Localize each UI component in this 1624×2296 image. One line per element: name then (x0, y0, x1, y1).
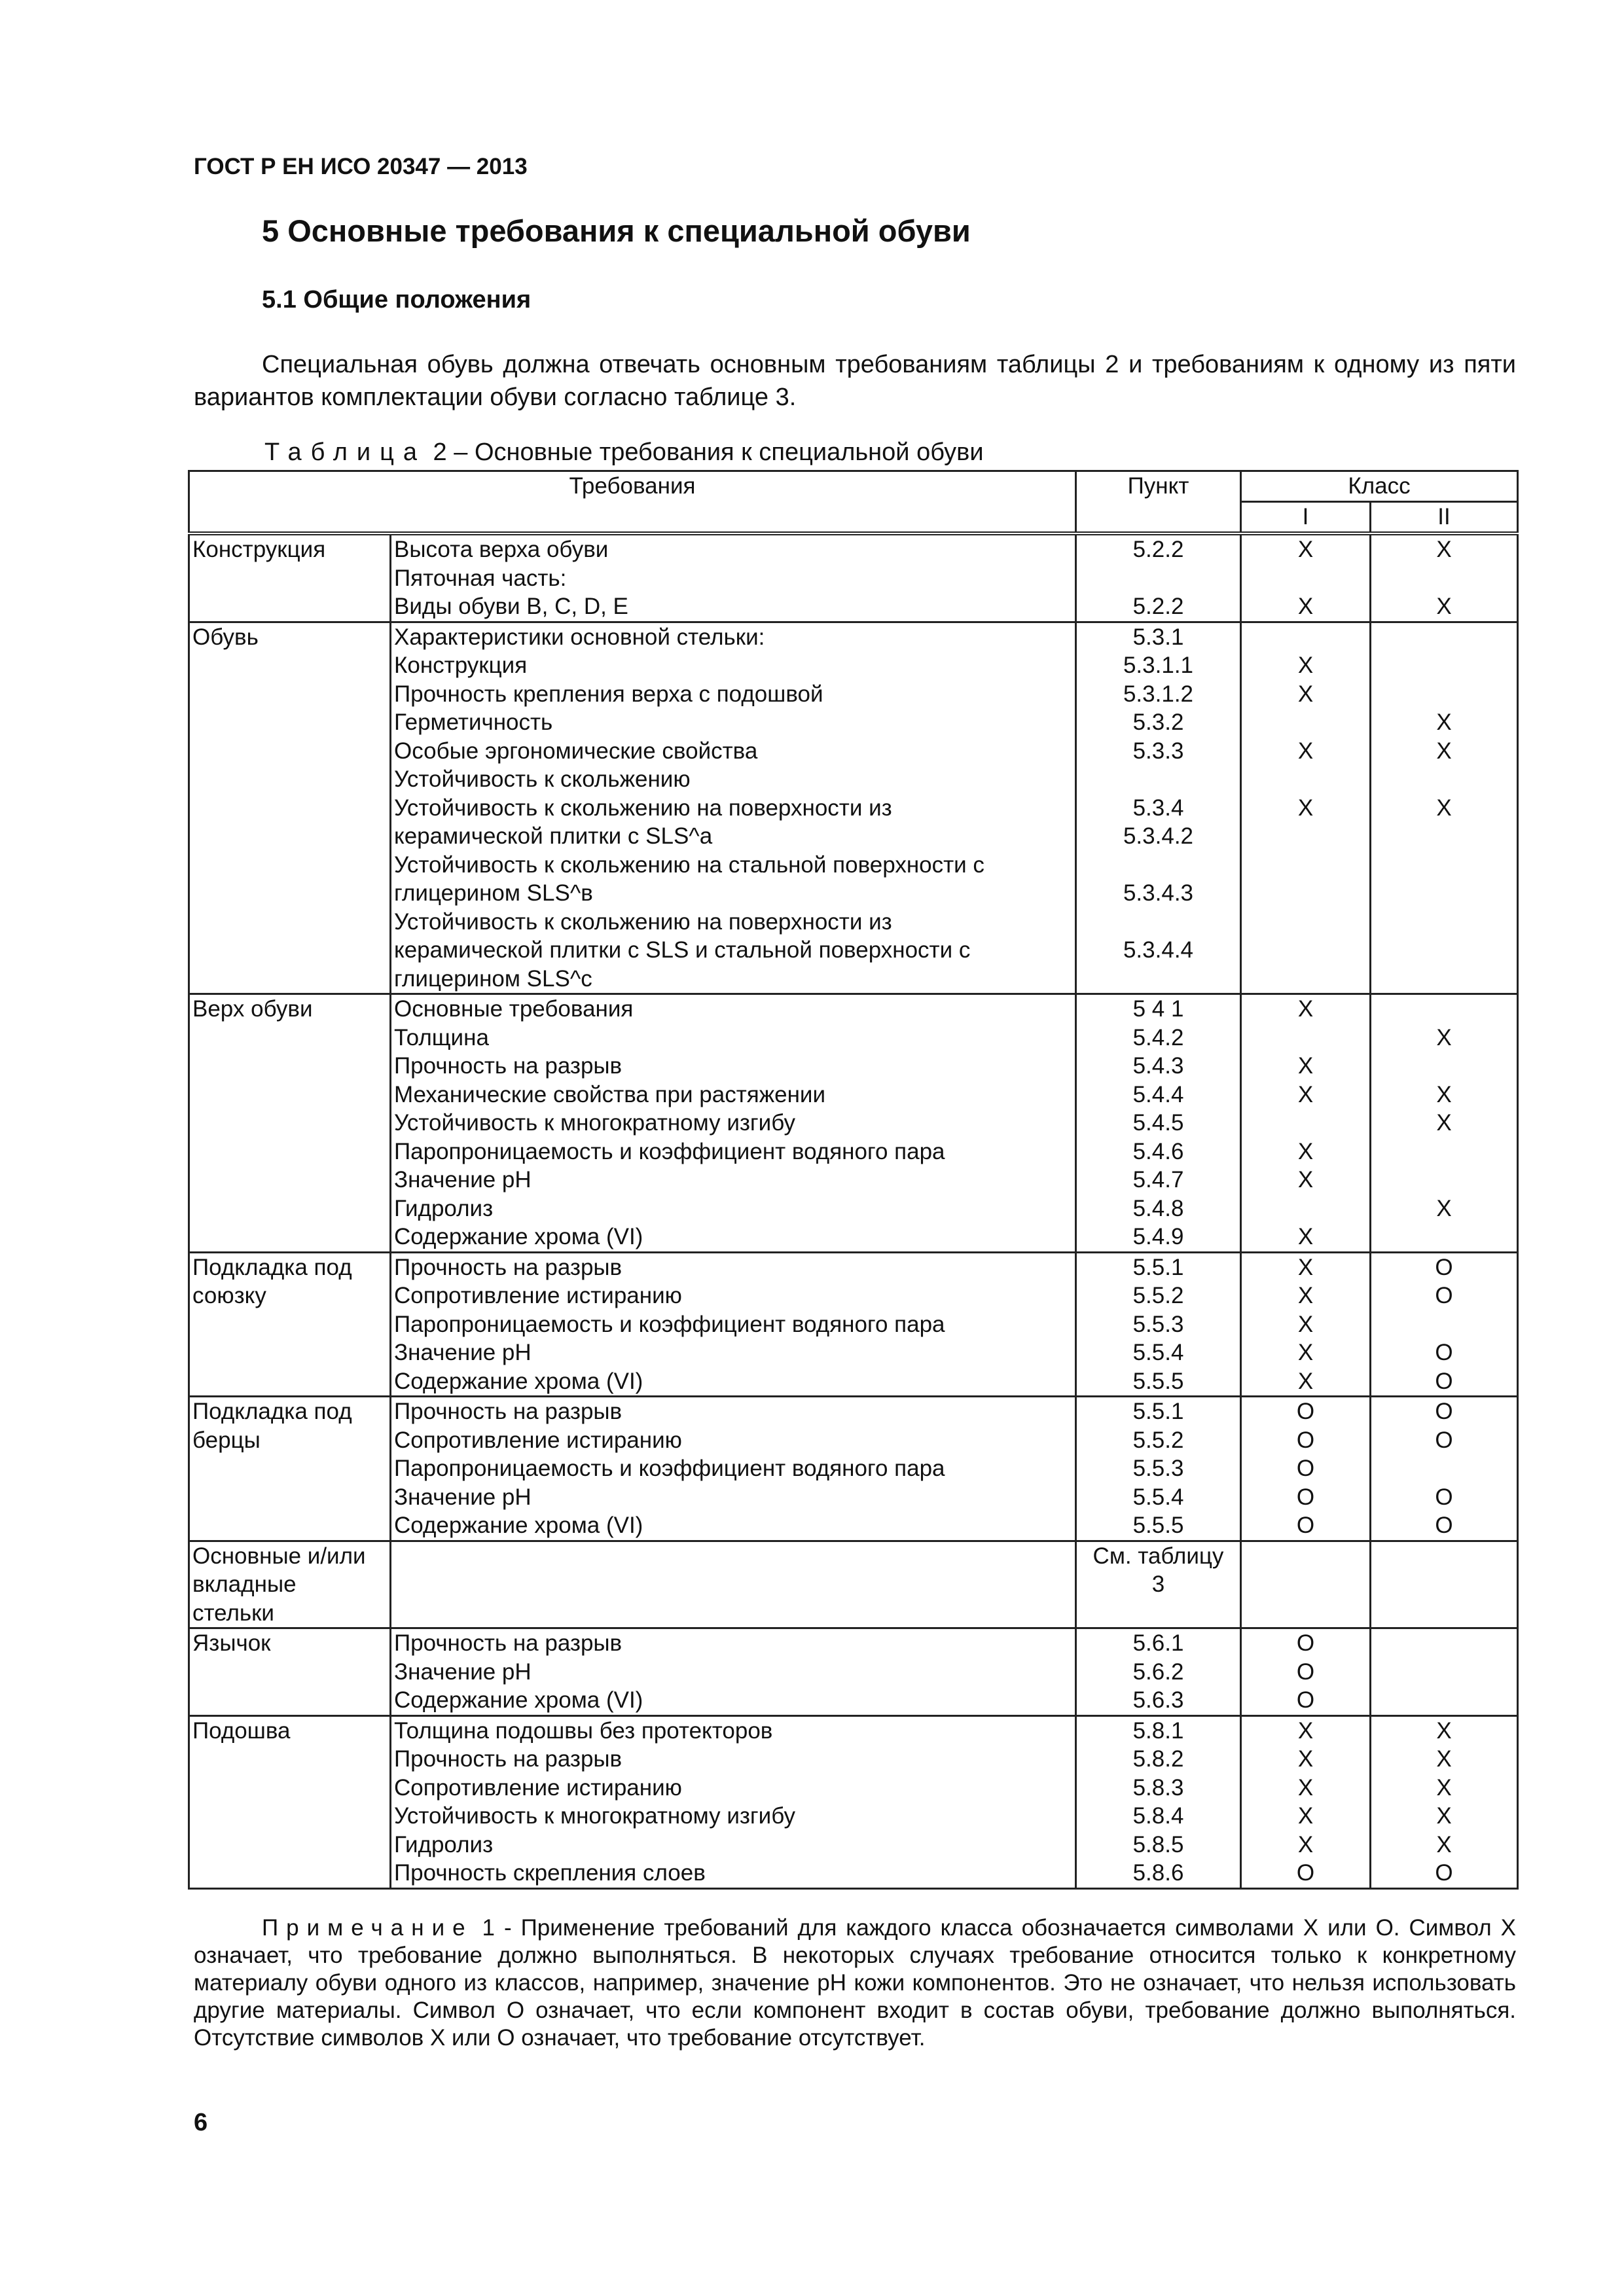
clause-value: 5.3.4.3 (1123, 880, 1194, 906)
table-caption (264, 439, 984, 467)
class-2-mark: O (1435, 1283, 1453, 1308)
class-1-mark: O (1296, 1484, 1315, 1510)
clause-value: 5.4.4 (1132, 1081, 1184, 1107)
clause-value: 5.8.2 (1132, 1746, 1184, 1772)
class-1-mark: X (1297, 1311, 1314, 1337)
clause-value: 5.4.9 (1132, 1224, 1184, 1249)
class-1-mark (1244, 936, 1367, 965)
subsection-title: 5.1 Общие положения (262, 286, 532, 314)
clause-value: 5.3.1 (1132, 624, 1184, 650)
class-2-mark (1374, 1629, 1514, 1658)
class-2-mark (1374, 1454, 1514, 1483)
note-word: Примечание (262, 1915, 473, 1941)
header-class-1: I (1241, 502, 1371, 534)
class-1-mark: O (1296, 1513, 1315, 1538)
requirement-text: Значение pH (394, 1340, 532, 1365)
clause-value: 5.5.4 (1132, 1340, 1184, 1365)
class-1-mark: O (1296, 1399, 1315, 1424)
clause-value: 5.5.2 (1132, 1427, 1184, 1453)
requirement-cell (391, 1252, 1076, 1397)
clause-value (1079, 1599, 1237, 1628)
clause-value: 5.3.3 (1132, 738, 1184, 764)
class-2-mark (1374, 564, 1514, 593)
clause-value (1079, 564, 1237, 593)
requirement-text: Устойчивость к скольжению (394, 766, 691, 792)
class-1-mark (1244, 1109, 1367, 1138)
class-1-mark: X (1297, 1254, 1314, 1280)
requirement-cell (391, 994, 1076, 1253)
requirement-text: Прочность на разрыв (394, 1399, 623, 1424)
requirement-text: Гидролиз (394, 1195, 494, 1221)
document-header: ГОСТ Р ЕН ИСО 20347 — 2013 (194, 154, 528, 179)
table-body (189, 533, 1518, 1888)
requirement-cell (391, 1628, 1076, 1716)
clause-cell (1076, 533, 1241, 622)
class-1-mark (1244, 708, 1367, 737)
class-1-mark (1244, 1194, 1367, 1223)
requirement-text: Устойчивость к скольжению на поверхности из (394, 795, 892, 821)
class-2-mark (1374, 1310, 1514, 1339)
class-1-mark: X (1297, 1081, 1314, 1107)
class-2-mark (1374, 1052, 1514, 1081)
class-1-mark: X (1297, 996, 1314, 1022)
class-1-mark: X (1297, 1803, 1314, 1829)
clause-value: 5.5.1 (1132, 1254, 1184, 1280)
clause-value: 5.2.2 (1132, 537, 1184, 562)
class-2-mark (1374, 1570, 1514, 1599)
class-1-mark: X (1297, 653, 1314, 678)
class-1-mark: X (1297, 681, 1314, 707)
requirement-text: Прочность на разрыв (394, 1053, 623, 1079)
requirement-text: глицерином SLS^c (394, 965, 592, 992)
requirement-text: Значение pH (394, 1659, 532, 1685)
clause-value: 5.2.2 (1132, 594, 1184, 619)
category-label: союзку (192, 1283, 266, 1308)
requirement-text: Устойчивость к многократному изгибу (394, 1803, 796, 1829)
requirement-text: Устойчивость к скольжению на стальной поверхности с (394, 852, 984, 878)
requirement-text: Содержание хрома (VI) (394, 1513, 643, 1538)
requirement-text: Содержание хрома (VI) (394, 1687, 643, 1713)
category-label: Основные и/или (192, 1543, 366, 1569)
table-caption-word: Таблица (264, 439, 426, 466)
table-row-group (189, 994, 1518, 1253)
class-1-mark: X (1297, 1224, 1314, 1249)
class-2-mark (1374, 680, 1514, 709)
requirement-text: Сопротивление истиранию (394, 1283, 682, 1308)
requirement-text: Прочность на разрыв (394, 1746, 623, 1772)
clause-cell (1076, 1397, 1241, 1541)
class-2-mark (1374, 1138, 1514, 1166)
clause-cell (1076, 994, 1241, 1253)
class-1-mark (1244, 879, 1367, 908)
header-clause: Пункт (1076, 471, 1241, 534)
class-1-cell (1241, 1397, 1371, 1541)
clause-value: 5.4.3 (1132, 1053, 1184, 1079)
class-2-mark: X (1436, 594, 1452, 619)
class-2-mark: O (1435, 1513, 1453, 1538)
class-1-mark: X (1297, 537, 1314, 562)
clause-value: 5.3.1.1 (1123, 653, 1194, 678)
class-1-cell (1241, 1541, 1371, 1628)
class-2-cell (1371, 994, 1518, 1253)
section-title: 5 Основные требования к специальной обуви (262, 213, 971, 248)
requirement-text: Паропроницаемость и коэффициент водяного пара (394, 1138, 945, 1164)
class-1-mark: X (1297, 1138, 1314, 1164)
clause-value: 5.8.1 (1132, 1717, 1184, 1744)
class-1-mark: X (1297, 1717, 1314, 1744)
class-2-cell (1371, 1715, 1518, 1888)
class-2-mark: X (1436, 1110, 1452, 1136)
requirement-text: Герметичность (394, 709, 553, 735)
clause-value (1079, 851, 1237, 880)
clause-value: 5.5.1 (1132, 1399, 1184, 1424)
note-text: 1 - Применение требований для каждого класса обозначается символами X или O. Символ X означает, что требование должно выполняться. В некоторых случаях требование относится только к конкретному материалу обуви одного из классов, например, значение pH кожи компонентов. Это не означает, что нельзя использовать другие материалы. Символ O означает, что если компонент входит в состав обуви, требование должно выполняться. Отсутствие символов X или O означает, что требование отсутствует. (194, 1915, 1516, 2051)
category-cell (189, 994, 391, 1253)
class-1-cell (1241, 622, 1371, 994)
class-2-mark (1374, 822, 1514, 851)
requirement-text: Паропроницаемость и коэффициент водяного пара (394, 1311, 945, 1337)
requirement-text: Прочность крепления верха с подошвой (394, 681, 823, 707)
class-1-mark: X (1297, 594, 1314, 619)
clause-cell (1076, 1628, 1241, 1716)
class-2-mark (1374, 1223, 1514, 1251)
clause-value: 5.5.3 (1132, 1311, 1184, 1337)
class-2-mark: O (1435, 1399, 1453, 1424)
clause-value: 5.5.5 (1132, 1368, 1184, 1394)
requirement-text: Прочность на разрыв (394, 1630, 623, 1656)
class-2-mark (1374, 851, 1514, 880)
requirement-text: Толщина подошвы без протекторов (394, 1717, 773, 1744)
class-1-mark (1244, 765, 1367, 794)
header-requirements: Требования (189, 471, 1076, 534)
class-1-mark (1244, 965, 1367, 994)
class-2-mark: X (1436, 1717, 1452, 1744)
class-1-mark: X (1297, 1368, 1314, 1394)
clause-value: 5.5.4 (1132, 1484, 1184, 1510)
class-2-mark: X (1436, 1024, 1452, 1050)
class-2-mark: X (1436, 1081, 1452, 1107)
requirement-text: Характеристики основной стельки: (394, 624, 765, 650)
clause-value (1079, 908, 1237, 937)
requirement-cell (391, 1715, 1076, 1888)
category-label: Язычок (192, 1630, 271, 1656)
class-1-cell (1241, 994, 1371, 1253)
requirement-text: Значение pH (394, 1484, 532, 1510)
clause-cell (1076, 622, 1241, 994)
class-2-mark (1374, 995, 1514, 1024)
clause-value: 5.4.6 (1132, 1138, 1184, 1164)
clause-value: 5.5.3 (1132, 1456, 1184, 1481)
requirement-text (394, 1542, 1072, 1571)
class-2-mark: X (1436, 1803, 1452, 1829)
requirement-text (394, 1570, 1072, 1599)
clause-value: См. таблицу (1092, 1543, 1224, 1569)
class-1-cell (1241, 1252, 1371, 1397)
class-1-mark: X (1297, 795, 1314, 821)
class-1-mark: O (1296, 1456, 1315, 1481)
clause-value (1079, 765, 1237, 794)
class-2-mark: X (1436, 738, 1452, 764)
requirement-text (394, 1599, 1072, 1628)
category-label: Верх обуви (192, 996, 313, 1022)
class-1-mark: X (1297, 1831, 1314, 1857)
class-1-mark: X (1297, 1774, 1314, 1801)
class-2-mark (1374, 623, 1514, 652)
class-1-mark (1244, 908, 1367, 937)
clause-value: 5.5.5 (1132, 1513, 1184, 1538)
class-1-mark (1244, 1570, 1367, 1599)
class-1-mark (1244, 851, 1367, 880)
class-2-mark: X (1436, 1195, 1452, 1221)
category-label: Подкладка под (192, 1399, 352, 1424)
clause-value: 5.6.1 (1132, 1630, 1184, 1656)
requirement-text: Прочность на разрыв (394, 1254, 623, 1280)
class-1-mark: O (1296, 1860, 1315, 1886)
clause-value (1079, 965, 1237, 994)
class-1-cell (1241, 1628, 1371, 1716)
clause-value: 5.8.6 (1132, 1860, 1184, 1886)
requirement-text: Виды обуви B, C, D, E (394, 594, 628, 619)
class-2-mark (1374, 1542, 1514, 1571)
clause-value: 5 4 1 (1132, 996, 1184, 1022)
requirement-text: Содержание хрома (VI) (394, 1368, 643, 1394)
category-label: стельки (192, 1600, 274, 1626)
requirement-text: керамической плитки с SLS и стальной поверхности с (394, 937, 971, 963)
table-row-group (189, 1541, 1518, 1628)
class-2-mark: O (1435, 1484, 1453, 1510)
requirement-text: Механические свойства при растяжении (394, 1081, 826, 1107)
class-2-mark (1374, 936, 1514, 965)
requirement-text: Паропроницаемость и коэффициент водяного пара (394, 1456, 945, 1481)
clause-value: 5.3.4.4 (1123, 937, 1194, 963)
page-number: 6 (194, 2109, 208, 2136)
class-2-mark: O (1435, 1254, 1453, 1280)
category-label: Подошва (192, 1717, 291, 1744)
class-1-mark: X (1297, 1167, 1314, 1193)
clause-value: 5.4.2 (1132, 1024, 1184, 1050)
requirement-text: керамической плитки с SLS^a (394, 823, 713, 849)
class-2-mark (1374, 1686, 1514, 1715)
class-1-mark: X (1297, 1340, 1314, 1365)
clause-value: 5.8.5 (1132, 1831, 1184, 1857)
requirement-text: Конструкция (394, 653, 528, 678)
header-class: Класс (1241, 471, 1518, 502)
clause-cell (1076, 1541, 1241, 1628)
clause-cell (1076, 1252, 1241, 1397)
clause-value: 5.3.4 (1132, 795, 1184, 821)
class-2-cell (1371, 1252, 1518, 1397)
class-2-mark: X (1436, 537, 1452, 562)
category-cell (189, 1397, 391, 1541)
clause-cell (1076, 1715, 1241, 1888)
clause-value: 5.4.7 (1132, 1167, 1184, 1193)
requirement-cell (391, 1397, 1076, 1541)
requirement-cell (391, 622, 1076, 994)
requirement-text: Устойчивость к многократному изгибу (394, 1110, 796, 1136)
category-cell (189, 533, 391, 622)
category-cell (189, 1252, 391, 1397)
table-note (194, 1914, 1516, 2052)
clause-value: 5.3.4.2 (1123, 823, 1194, 849)
requirement-cell (391, 533, 1076, 622)
table-row-group (189, 1715, 1518, 1888)
class-2-mark: X (1436, 1746, 1452, 1772)
class-1-mark (1244, 1599, 1367, 1628)
requirement-text: Пяточная часть: (394, 565, 567, 591)
requirement-text: Сопротивление истиранию (394, 1774, 682, 1801)
clause-value: 5.6.2 (1132, 1659, 1184, 1685)
category-label: вкладные (192, 1571, 297, 1597)
class-2-mark (1374, 1599, 1514, 1628)
header-class-2: II (1371, 502, 1518, 534)
class-1-mark: O (1296, 1427, 1315, 1453)
class-2-cell (1371, 1397, 1518, 1541)
requirement-cell (391, 1541, 1076, 1628)
class-2-cell (1371, 622, 1518, 994)
category-label: берцы (192, 1427, 261, 1453)
class-2-mark: X (1436, 795, 1452, 821)
requirement-text: Сопротивление истиранию (394, 1427, 682, 1453)
clause-value: 5.8.4 (1132, 1803, 1184, 1829)
requirement-text: Толщина (394, 1024, 489, 1050)
table-row-group (189, 1252, 1518, 1397)
class-2-mark (1374, 765, 1514, 794)
category-label: Подкладка под (192, 1254, 352, 1280)
requirements-table (188, 470, 1519, 1890)
class-2-mark (1374, 651, 1514, 680)
category-cell (189, 622, 391, 994)
requirement-text: Гидролиз (394, 1831, 494, 1857)
category-label: Конструкция (192, 537, 326, 562)
class-2-mark (1374, 965, 1514, 994)
class-1-mark (1244, 1024, 1367, 1052)
table-row-group (189, 622, 1518, 994)
class-1-mark: O (1296, 1659, 1315, 1685)
class-1-mark: X (1297, 1283, 1314, 1308)
clause-value: 5.4.8 (1132, 1195, 1184, 1221)
category-label: Обувь (192, 624, 259, 650)
table-row-group (189, 533, 1518, 622)
class-2-cell (1371, 533, 1518, 622)
class-1-cell (1241, 1715, 1371, 1888)
clause-value: 5.8.3 (1132, 1774, 1184, 1801)
class-1-mark (1244, 822, 1367, 851)
class-1-cell (1241, 533, 1371, 622)
clause-value: 5.4.5 (1132, 1110, 1184, 1136)
table-caption-text: 2 – Основные требования к специальной обуви (426, 439, 984, 466)
class-1-mark (1244, 623, 1367, 652)
category-cell (189, 1541, 391, 1628)
requirement-text: Значение pH (394, 1167, 532, 1193)
class-2-mark (1374, 879, 1514, 908)
clause-value: 5.3.1.2 (1123, 681, 1194, 707)
class-2-mark (1374, 1166, 1514, 1194)
class-1-mark (1244, 1542, 1367, 1571)
class-1-mark: X (1297, 1053, 1314, 1079)
class-1-mark: O (1296, 1630, 1315, 1656)
class-1-mark: O (1296, 1687, 1315, 1713)
class-1-mark (1244, 564, 1367, 593)
class-2-mark: X (1436, 1831, 1452, 1857)
requirement-text: Устойчивость к скольжению на поверхности из (394, 908, 892, 935)
class-2-cell (1371, 1628, 1518, 1716)
table-row-group (189, 1397, 1518, 1541)
category-cell (189, 1715, 391, 1888)
class-1-mark: X (1297, 1746, 1314, 1772)
requirement-text: Основные требования (394, 996, 634, 1022)
requirement-text: Прочность скрепления слоев (394, 1860, 706, 1886)
class-2-mark: O (1435, 1368, 1453, 1394)
clause-value: 5.5.2 (1132, 1283, 1184, 1308)
clause-value: 3 (1151, 1571, 1165, 1597)
requirement-text: Особые эргономические свойства (394, 738, 758, 764)
class-2-cell (1371, 1541, 1518, 1628)
class-1-mark: X (1297, 738, 1314, 764)
table-row-group (189, 1628, 1518, 1716)
class-2-mark: X (1436, 1774, 1452, 1801)
intro-paragraph: Специальная обувь должна отвечать основным требованиям таблицы 2 и требованиям к одному из пяти вариантов комплектации обуви согласно таблице 3. (194, 351, 1516, 411)
class-2-mark: O (1435, 1860, 1453, 1886)
class-2-mark: X (1436, 709, 1452, 735)
class-2-mark (1374, 1658, 1514, 1687)
requirement-text: Высота верха обуви (394, 537, 609, 562)
class-2-mark: O (1435, 1340, 1453, 1365)
category-cell (189, 1628, 391, 1716)
class-2-mark: O (1435, 1427, 1453, 1453)
class-2-mark (1374, 908, 1514, 937)
clause-value: 5.6.3 (1132, 1687, 1184, 1713)
clause-value: 5.3.2 (1132, 709, 1184, 735)
requirement-text: глицерином SLS^в (394, 880, 593, 906)
requirement-text: Содержание хрома (VI) (394, 1224, 643, 1249)
